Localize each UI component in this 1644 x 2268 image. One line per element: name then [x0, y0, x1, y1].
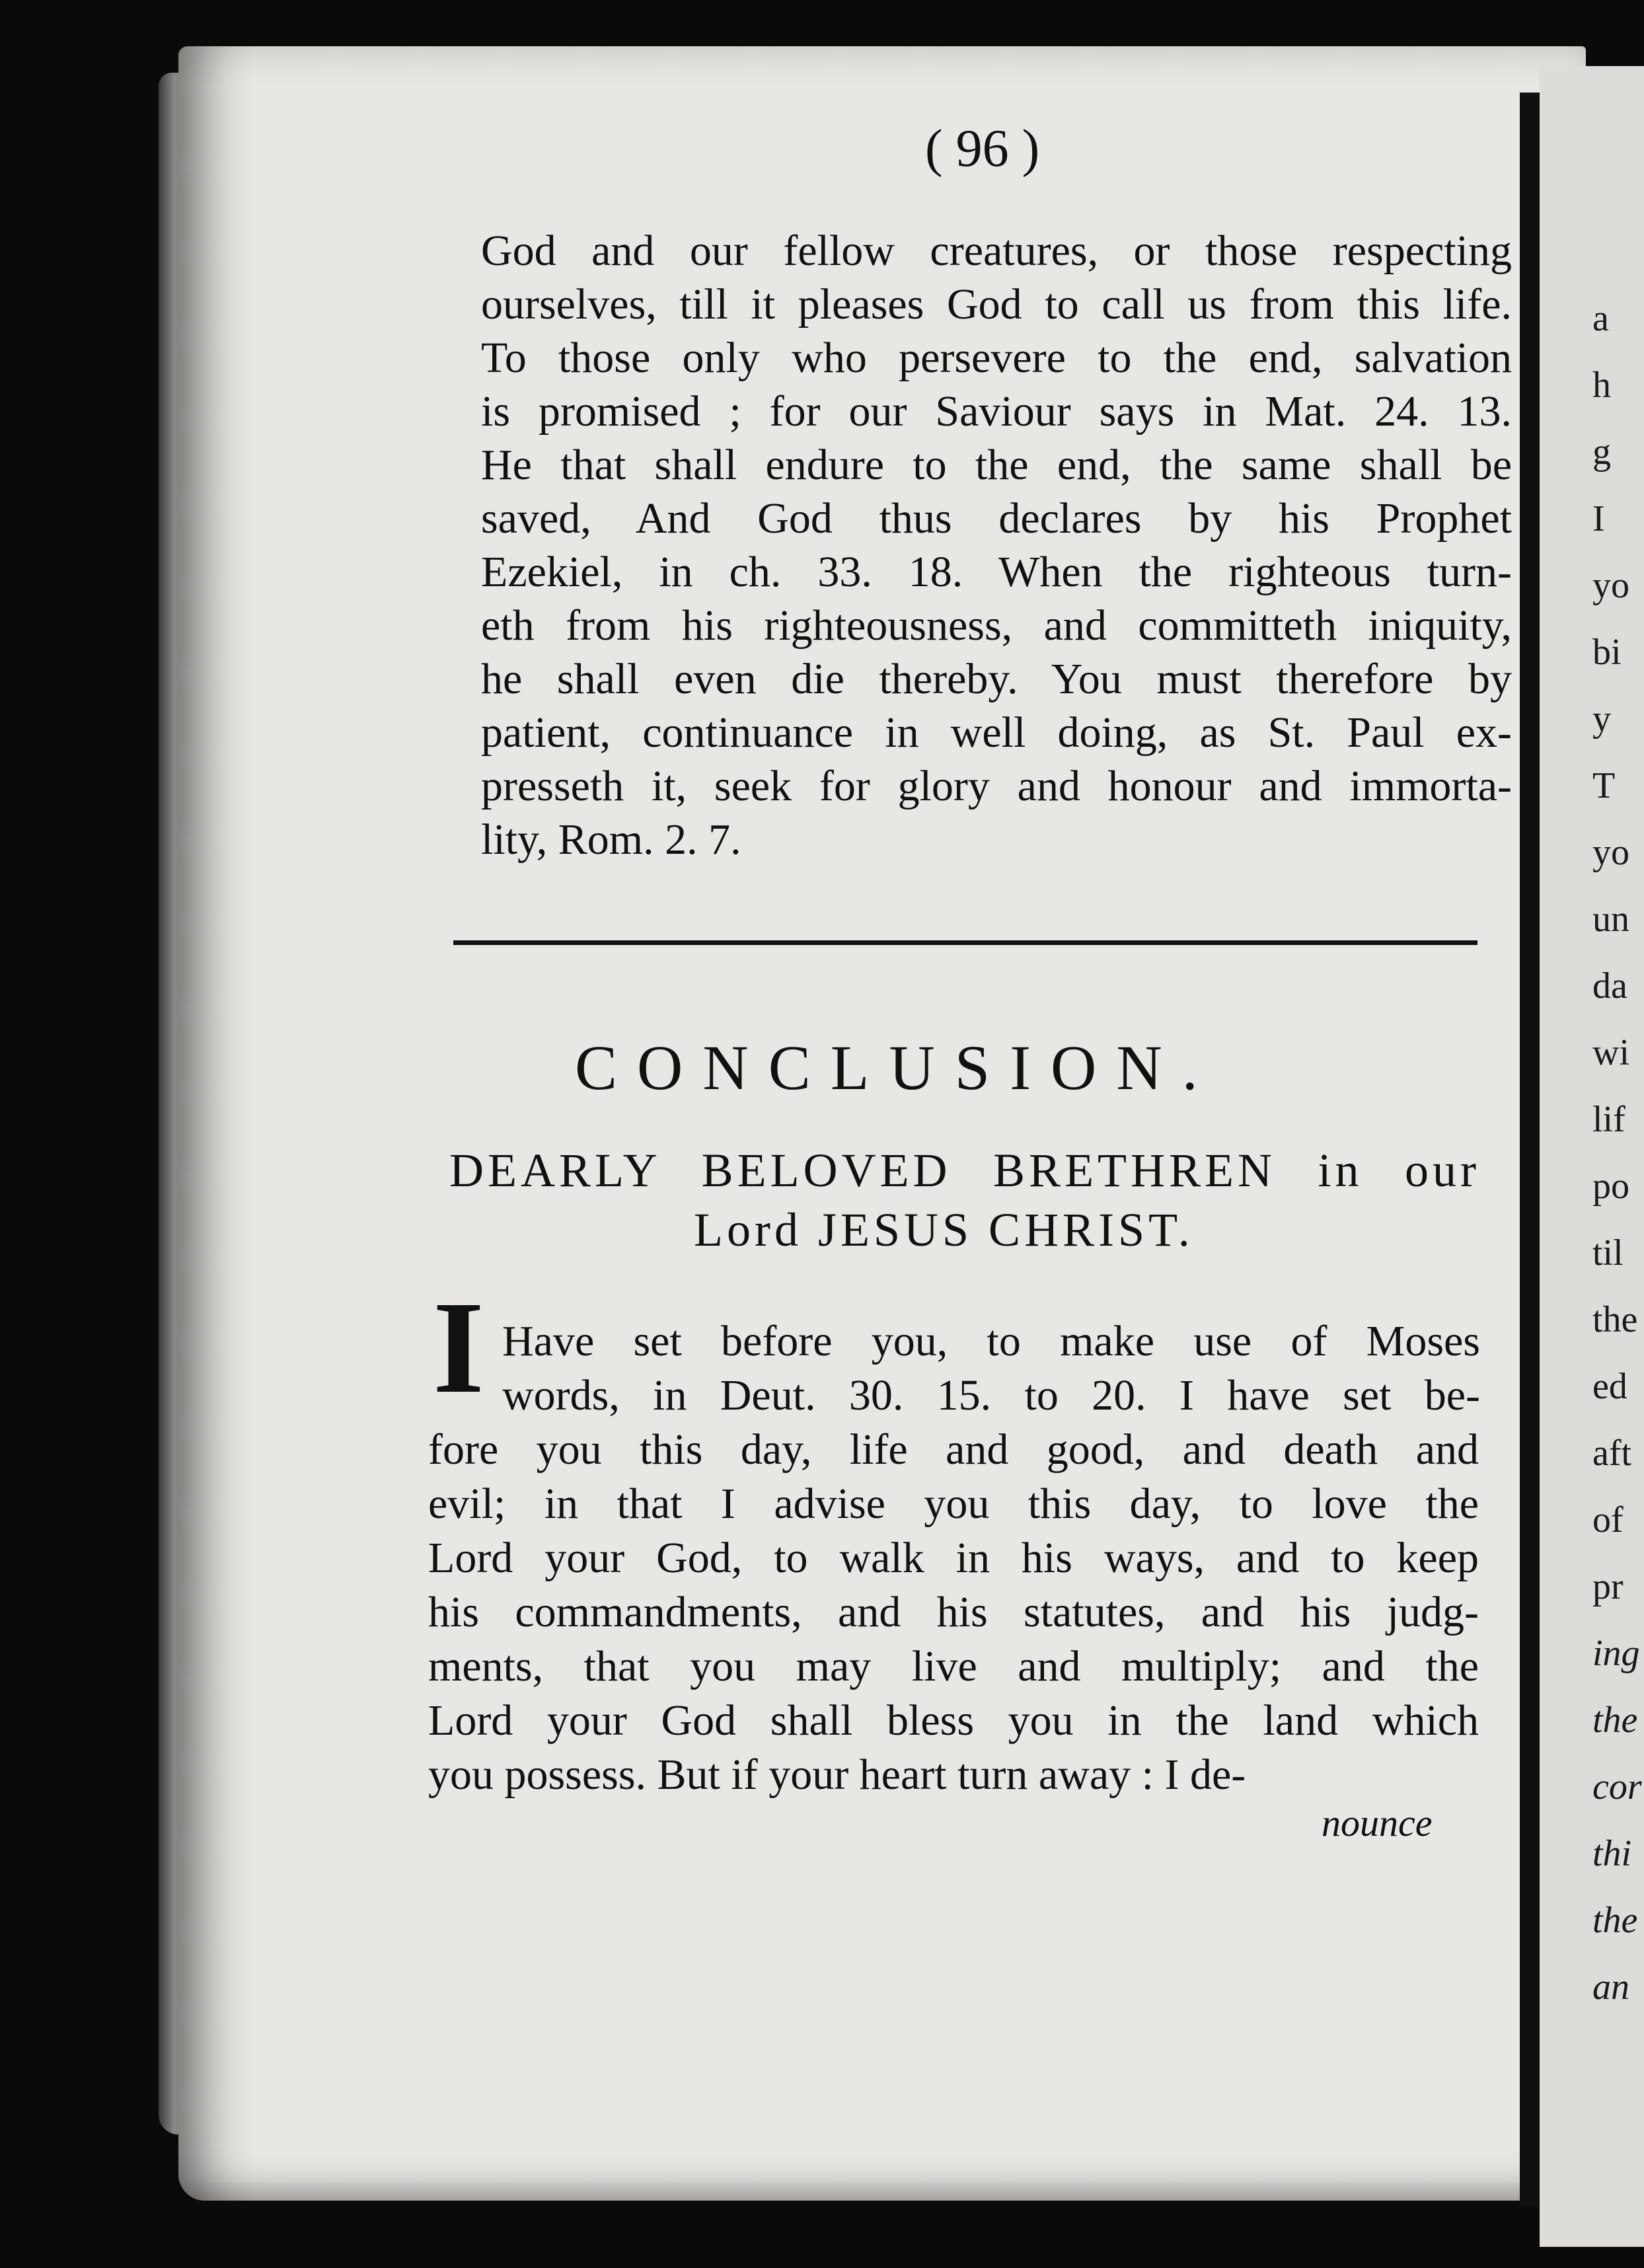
conclusion-line: Lord your God, to walk in his ways, and to keep: [428, 1534, 1479, 1582]
facing-page-fragment: y: [1592, 699, 1611, 739]
conclusion-line: you possess. But if your heart turn away : I de-: [428, 1751, 1246, 1799]
section-heading: CONCLUSION.: [575, 1032, 1218, 1103]
body-line: he shall even die thereby. You must therefore by: [481, 655, 1512, 703]
drop-cap: I: [433, 1275, 484, 1421]
facing-page-fragment: I: [1592, 498, 1605, 539]
conclusion-line: words, in Deut. 30. 15. to 20. I have set be-: [502, 1371, 1480, 1419]
catchword: nounce: [1322, 1801, 1433, 1844]
page-number: ( 96 ): [925, 120, 1040, 178]
facing-page-fragment: bi: [1592, 632, 1622, 673]
facing-page-fragment: the: [1592, 1700, 1638, 1741]
body-line: patient, continuance in well doing, as St. Paul ex-: [481, 708, 1512, 757]
section-rule: [453, 940, 1477, 945]
facing-page-fragment: cor: [1592, 1766, 1642, 1807]
facing-page-fragment: ing: [1592, 1633, 1640, 1674]
facing-page-fragment: wi: [1592, 1032, 1629, 1073]
body-line: Ezekiel, in ch. 33. 18. When the righteous turn-: [481, 548, 1512, 596]
facing-page-fragment: un: [1592, 899, 1629, 940]
facing-page-fragment: a: [1592, 298, 1609, 339]
facing-page-fragment: ed: [1592, 1366, 1627, 1407]
facing-page-fragment: da: [1592, 965, 1627, 1006]
facing-page-fragment: the: [1592, 1900, 1638, 1941]
body-line: God and our fellow creatures, or those respecting: [481, 227, 1512, 275]
facing-page-fragment: pr: [1592, 1566, 1624, 1607]
conclusion-line: Have set before you, to make use of Moses: [502, 1317, 1480, 1365]
facing-page-fragment: yo: [1592, 565, 1629, 606]
conclusion-line: fore you this day, life and good, and death and: [428, 1425, 1479, 1474]
facing-page-fragment: po: [1592, 1166, 1629, 1207]
facing-page-fragment: T: [1592, 765, 1616, 806]
facing-page-fragment: lif: [1592, 1099, 1625, 1140]
facing-page-fragment: an: [1592, 1967, 1629, 2008]
salutation-line-2: Lord JESUS CHRIST.: [694, 1203, 1194, 1256]
body-line: is promised ; for our Saviour says in Mat. 24. 13.: [481, 387, 1512, 435]
body-line: To those only who persevere to the end, salvation: [481, 334, 1512, 382]
body-line: lity, Rom. 2. 7.: [481, 815, 741, 864]
body-line: ourselves, till it pleases God to call us from this life.: [481, 280, 1512, 328]
facing-page-fragment: of: [1592, 1499, 1624, 1540]
facing-page-fragment: h: [1592, 365, 1611, 406]
body-line: eth from his righteousness, and committeth iniquity,: [481, 601, 1512, 650]
facing-page-fragment: til: [1592, 1232, 1624, 1273]
conclusion-line: his commandments, and his statutes, and his judg-: [428, 1588, 1479, 1636]
salutation-line-1: DEARLY BELOVED BRETHREN in our: [449, 1144, 1480, 1197]
facing-page-fragment: thi: [1592, 1833, 1632, 1874]
body-line: presseth it, seek for glory and honour and immorta-: [481, 762, 1512, 810]
facing-page-fragment: yo: [1592, 832, 1629, 873]
facing-page-fragment: aft: [1592, 1433, 1632, 1474]
conclusion-line: evil; in that I advise you this day, to love the: [428, 1480, 1479, 1528]
conclusion-line: Lord your God shall bless you in the land which: [428, 1696, 1479, 1745]
conclusion-line: ments, that you may live and multiply; and the: [428, 1642, 1479, 1690]
body-line: He that shall endure to the end, the same shall be: [481, 441, 1512, 489]
book-gutter: [1520, 93, 1540, 2207]
facing-page-fragment: the: [1592, 1299, 1638, 1340]
facing-page-fragment: g: [1592, 432, 1611, 472]
body-line: saved, And God thus declares by his Prophet: [481, 494, 1512, 543]
